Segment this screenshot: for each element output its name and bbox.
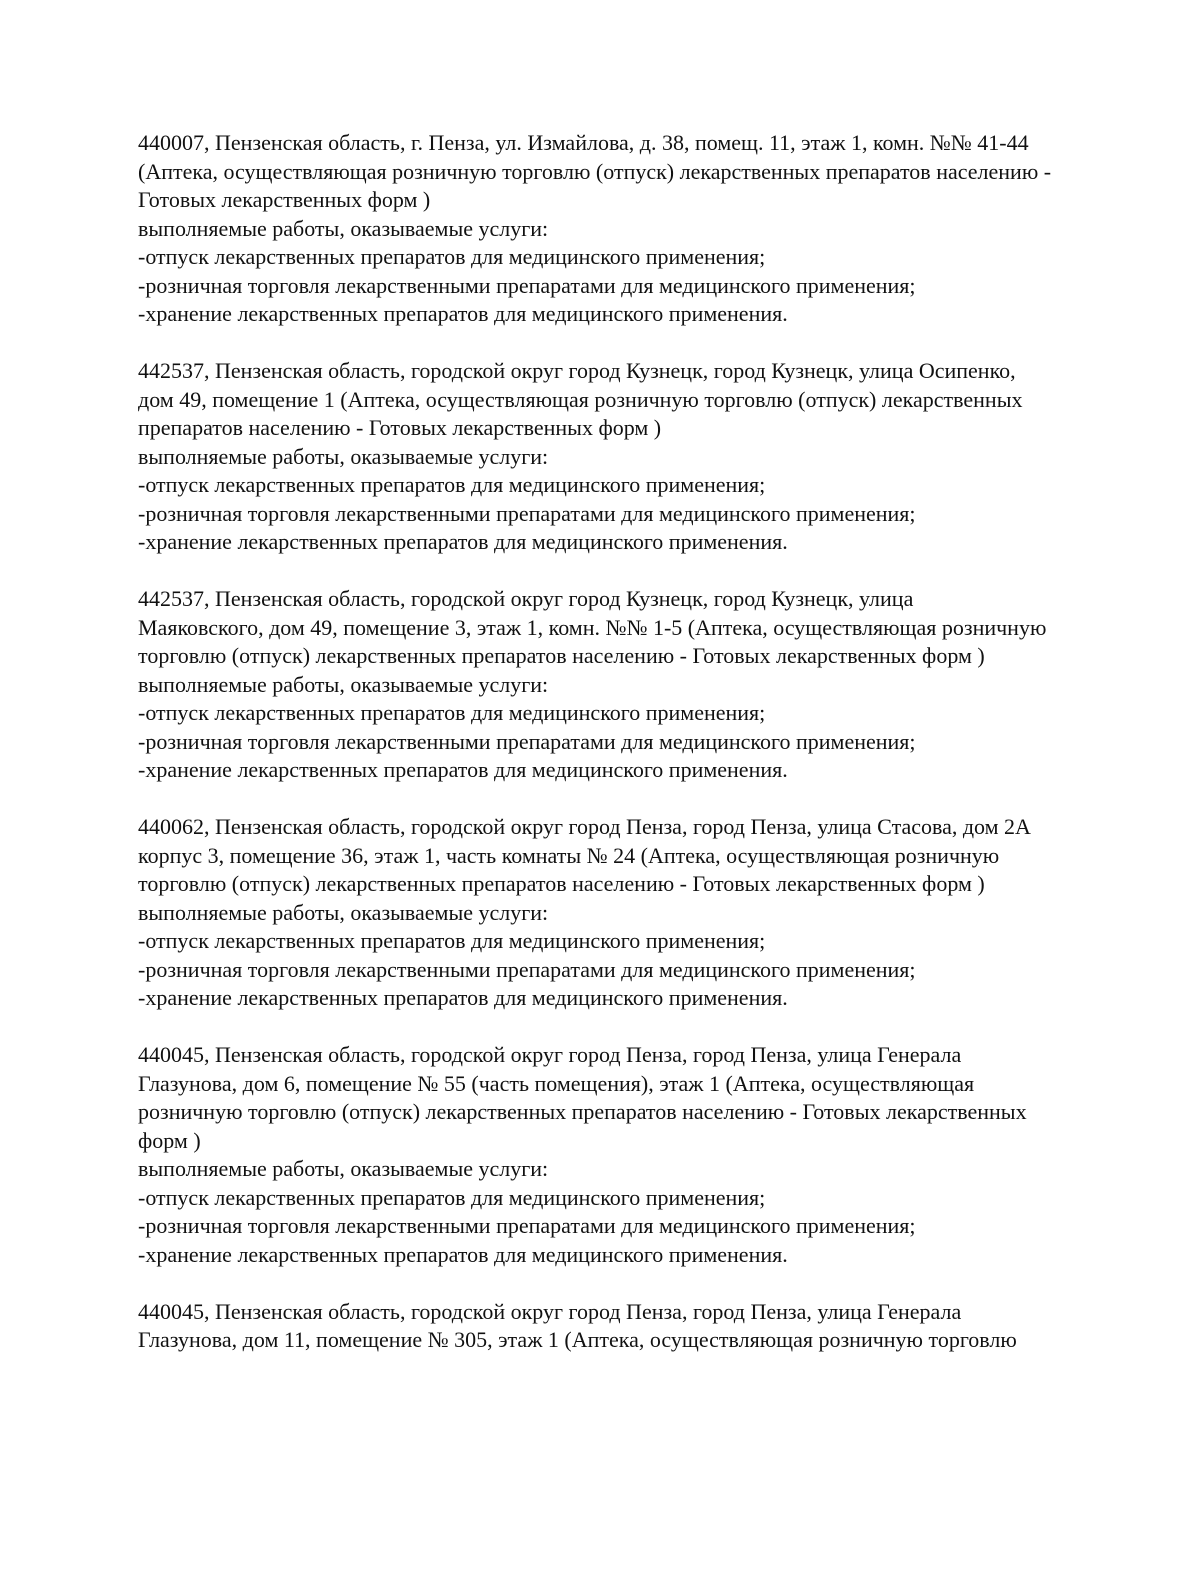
address-line: торговлю (отпуск) лекарственных препаратов населению - Готовых лекарственных форм ) [138, 643, 985, 668]
service-item: -отпуск лекарственных препаратов для медицинского применения; [138, 1184, 766, 1210]
pharmacy-entry [138, 1041, 1138, 1269]
address-line: розничную торговлю (отпуск) лекарственных препаратов населению - Готовых лекарственных [138, 1099, 1027, 1124]
services-heading: выполняемые работы, оказываемые услуги: [138, 443, 549, 469]
document-body [138, 129, 1138, 1383]
services-heading: выполняемые работы, оказываемые услуги: [138, 899, 549, 925]
pharmacy-entry [138, 129, 1138, 329]
service-item: -хранение лекарственных препаратов для медицинского применения. [138, 985, 788, 1010]
services-heading: выполняемые работы, оказываемые услуги: [138, 671, 549, 697]
address-line: 442537, Пензенская область, городской округ город Кузнецк, город Кузнецк, улица [138, 586, 914, 611]
address-line: дом 49, помещение 1 (Аптека, осуществляющая розничную торговлю (отпуск) лекарственных [138, 386, 1023, 412]
service-item: -хранение лекарственных препаратов для медицинского применения. [138, 757, 788, 782]
service-item: -отпуск лекарственных препаратов для медицинского применения; [138, 700, 766, 725]
service-item: -хранение лекарственных препаратов для медицинского применения. [138, 301, 788, 326]
address-line: 440045, Пензенская область, городской округ город Пенза, город Пенза, улица Генерала [138, 1298, 962, 1324]
address-line: 440045, Пензенская область, городской округ город Пенза, город Пенза, улица Генерала [138, 1042, 962, 1067]
service-item: -отпуск лекарственных препаратов для медицинского применения; [138, 244, 766, 269]
address-line: торговлю (отпуск) лекарственных препаратов населению - Готовых лекарственных форм ) [138, 871, 985, 896]
address-line: Глазунова, дом 11, помещение № 305, этаж 1 (Аптека, осуществляющая розничную торговлю [138, 1327, 1017, 1352]
service-item: -розничная торговля лекарственными препаратами для медицинского применения; [138, 1213, 916, 1238]
address-line: Глазунова, дом 6, помещение № 55 (часть помещения), этаж 1 (Аптека, осуществляющая [138, 1070, 975, 1096]
service-item: -хранение лекарственных препаратов для медицинского применения. [138, 529, 788, 554]
services-heading: выполняемые работы, оказываемые услуги: [138, 215, 549, 241]
service-item: -отпуск лекарственных препаратов для медицинского применения; [138, 928, 766, 953]
service-item: -розничная торговля лекарственными препаратами для медицинского применения; [138, 728, 916, 754]
pharmacy-entry [138, 1298, 1138, 1355]
service-item: -розничная торговля лекарственными препаратами для медицинского применения; [138, 272, 916, 298]
address-line: Готовых лекарственных форм ) [138, 187, 431, 212]
service-item: -розничная торговля лекарственными препаратами для медицинского применения; [138, 500, 916, 526]
service-item: -розничная торговля лекарственными препаратами для медицинского применения; [138, 956, 916, 982]
services-heading: выполняемые работы, оказываемые услуги: [138, 1156, 549, 1181]
address-line: форм ) [138, 1127, 201, 1153]
address-line: 440062, Пензенская область, городской округ город Пенза, город Пенза, улица Стасова, дом 2А [138, 814, 1031, 839]
service-item: -отпуск лекарственных препаратов для медицинского применения; [138, 472, 766, 497]
address-line: 442537, Пензенская область, городской округ город Кузнецк, город Кузнецк, улица Осипенко, [138, 358, 1016, 383]
address-line: препаратов населению - Готовых лекарственных форм ) [138, 415, 662, 440]
pharmacy-entry [138, 357, 1138, 557]
address-line: корпус 3, помещение 36, этаж 1, часть комнаты № 24 (Аптека, осуществляющая розничную [138, 842, 1000, 868]
service-item: -хранение лекарственных препаратов для медицинского применения. [138, 1241, 788, 1267]
pharmacy-entry [138, 585, 1138, 785]
address-line: 440007, Пензенская область, г. Пенза, ул. Измайлова, д. 38, помещ. 11, этаж 1, комн. №№ 41-44 [138, 130, 1029, 155]
address-line: (Аптека, осуществляющая розничную торговлю (отпуск) лекарственных препаратов населению - [138, 158, 1052, 184]
address-line: Маяковского, дом 49, помещение 3, этаж 1, комн. №№ 1-5 (Аптека, осуществляющая розничную [138, 614, 1047, 640]
pharmacy-entry [138, 813, 1138, 1013]
